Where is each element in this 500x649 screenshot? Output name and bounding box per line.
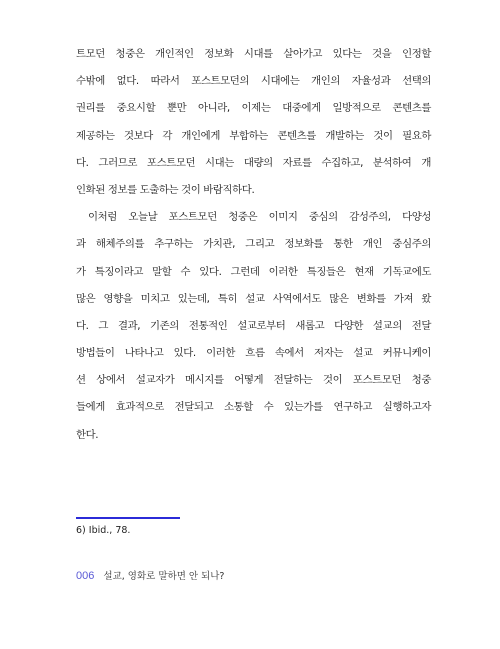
text-line: 과 해체주의를 추구하는 가치관, 그리고 정보화를 통한 개인 중심주의 bbox=[76, 238, 431, 251]
text-line: 다. 그러므로 포스트모던 시대는 대량의 자료를 수집하고, 분석하여 개 bbox=[76, 156, 431, 169]
footnote-divider bbox=[76, 517, 180, 519]
text-line: 이처럼 오늘날 포스트모던 청중은 이미지 중심의 감성주의, 다양성 bbox=[88, 211, 431, 224]
text-line: 다. 그 결과, 기존의 전통적인 설교로부터 새롭고 다양한 설교의 전달 bbox=[76, 319, 431, 332]
running-title: 설교, 영화로 말하면 안 되나? bbox=[103, 571, 225, 582]
text-line: 인화된 정보를 도출하는 것이 바람직하다. bbox=[76, 183, 255, 196]
text-line: 권리를 중요시할 뿐만 아니라, 이제는 대중에게 일방적으로 콘텐츠를 bbox=[76, 102, 431, 115]
page-footer bbox=[76, 568, 224, 582]
text-line: 제공하는 것보다 각 개인에게 부합하는 콘텐츠를 개발하는 것이 필요하 bbox=[76, 129, 431, 142]
text-line: 트모던 청중은 개인적인 정보화 시대를 살아가고 있다는 것을 인정할 bbox=[76, 48, 431, 60]
page-number: 006 bbox=[76, 570, 95, 582]
paragraph-2 bbox=[76, 204, 431, 449]
text-line: 션 상에서 설교자가 메시지를 어떻게 전달하는 것이 포스트모던 청중 bbox=[76, 374, 431, 387]
text-line: 많은 영향을 미치고 있는데, 특히 설교 사역에서도 많은 변화를 가져 왔 bbox=[76, 292, 431, 305]
text-line: 들에게 효과적으로 전달되고 소통할 수 있는가를 연구하고 실행하고자 bbox=[76, 401, 431, 414]
text-line: 한다. bbox=[76, 428, 99, 441]
text-line: 수밖에 없다. 따라서 포스트모던의 시대에는 개인의 자율성과 선택의 bbox=[76, 75, 431, 88]
body-text bbox=[76, 41, 431, 449]
text-line: 가 특징이라고 말할 수 있다. 그런데 이러한 특징들은 현재 기독교에도 bbox=[76, 265, 431, 278]
footnote: 6) Ibid., 78. bbox=[76, 525, 131, 536]
paragraph-1 bbox=[76, 41, 431, 204]
text-line: 방법들이 나타나고 있다. 이러한 흐름 속에서 저자는 설교 커뮤니케이 bbox=[76, 347, 431, 360]
